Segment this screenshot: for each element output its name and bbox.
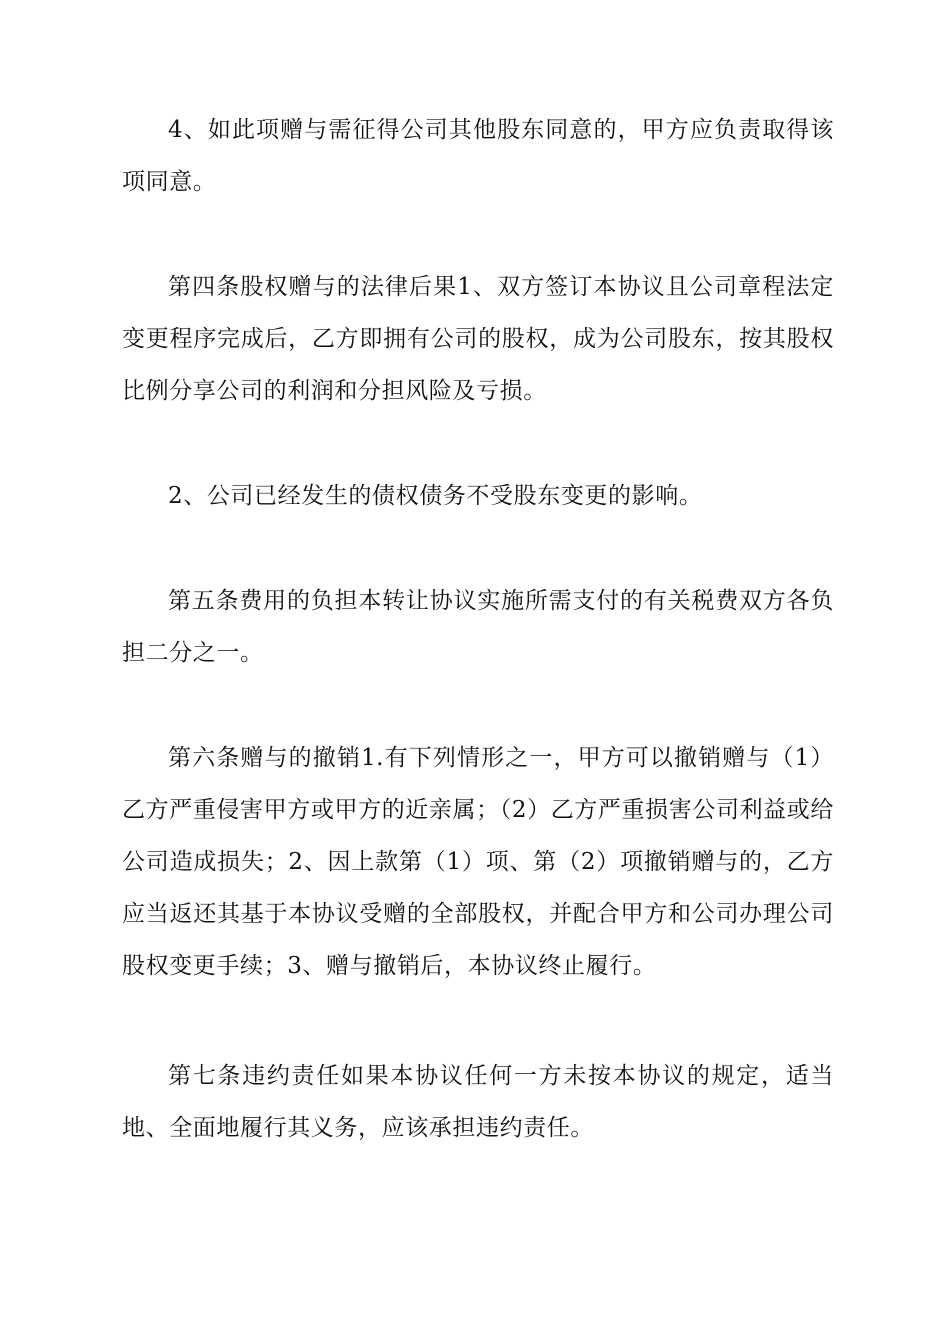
paragraph-article-6-revocation: 第六条赠与的撤销1.有下列情形之一，甲方可以撤销赠与（1）乙方严重侵害甲方或甲方的近亲属；（2）乙方严重损害公司利益或给公司造成损失；2、因上款第（1）项、第（2）项撤销赠与的，乙方应当返还其基于本协议受赠的全部股权，并配合甲方和公司办理公司股权变更手续；3、赠与撤销后，本协议终止履行。 [122, 745, 834, 979]
paragraph-consent-clause: 4、如此项赠与需征得公司其他股东同意的，甲方应负责取得该项同意。 [122, 117, 834, 195]
paragraph-debts-unaffected: 2、公司已经发生的债权债务不受股东变更的影响。 [168, 483, 703, 509]
paragraph-article-7-liability: 第七条违约责任如果本协议任何一方未按本协议的规定，适当地、全面地履行其义务，应该承担违约责任。 [122, 1063, 834, 1141]
paragraph-article-4-legal-consequences: 第四条股权赠与的法律后果1、双方签订本协议且公司章程法定变更程序完成后，乙方即拥有公司的股权，成为公司股东，按其股权比例分享公司的利润和分担风险及亏损。 [122, 274, 834, 404]
paragraph-article-5-fees: 第五条费用的负担本转让协议实施所需支付的有关税费双方各负担二分之一。 [122, 588, 834, 666]
